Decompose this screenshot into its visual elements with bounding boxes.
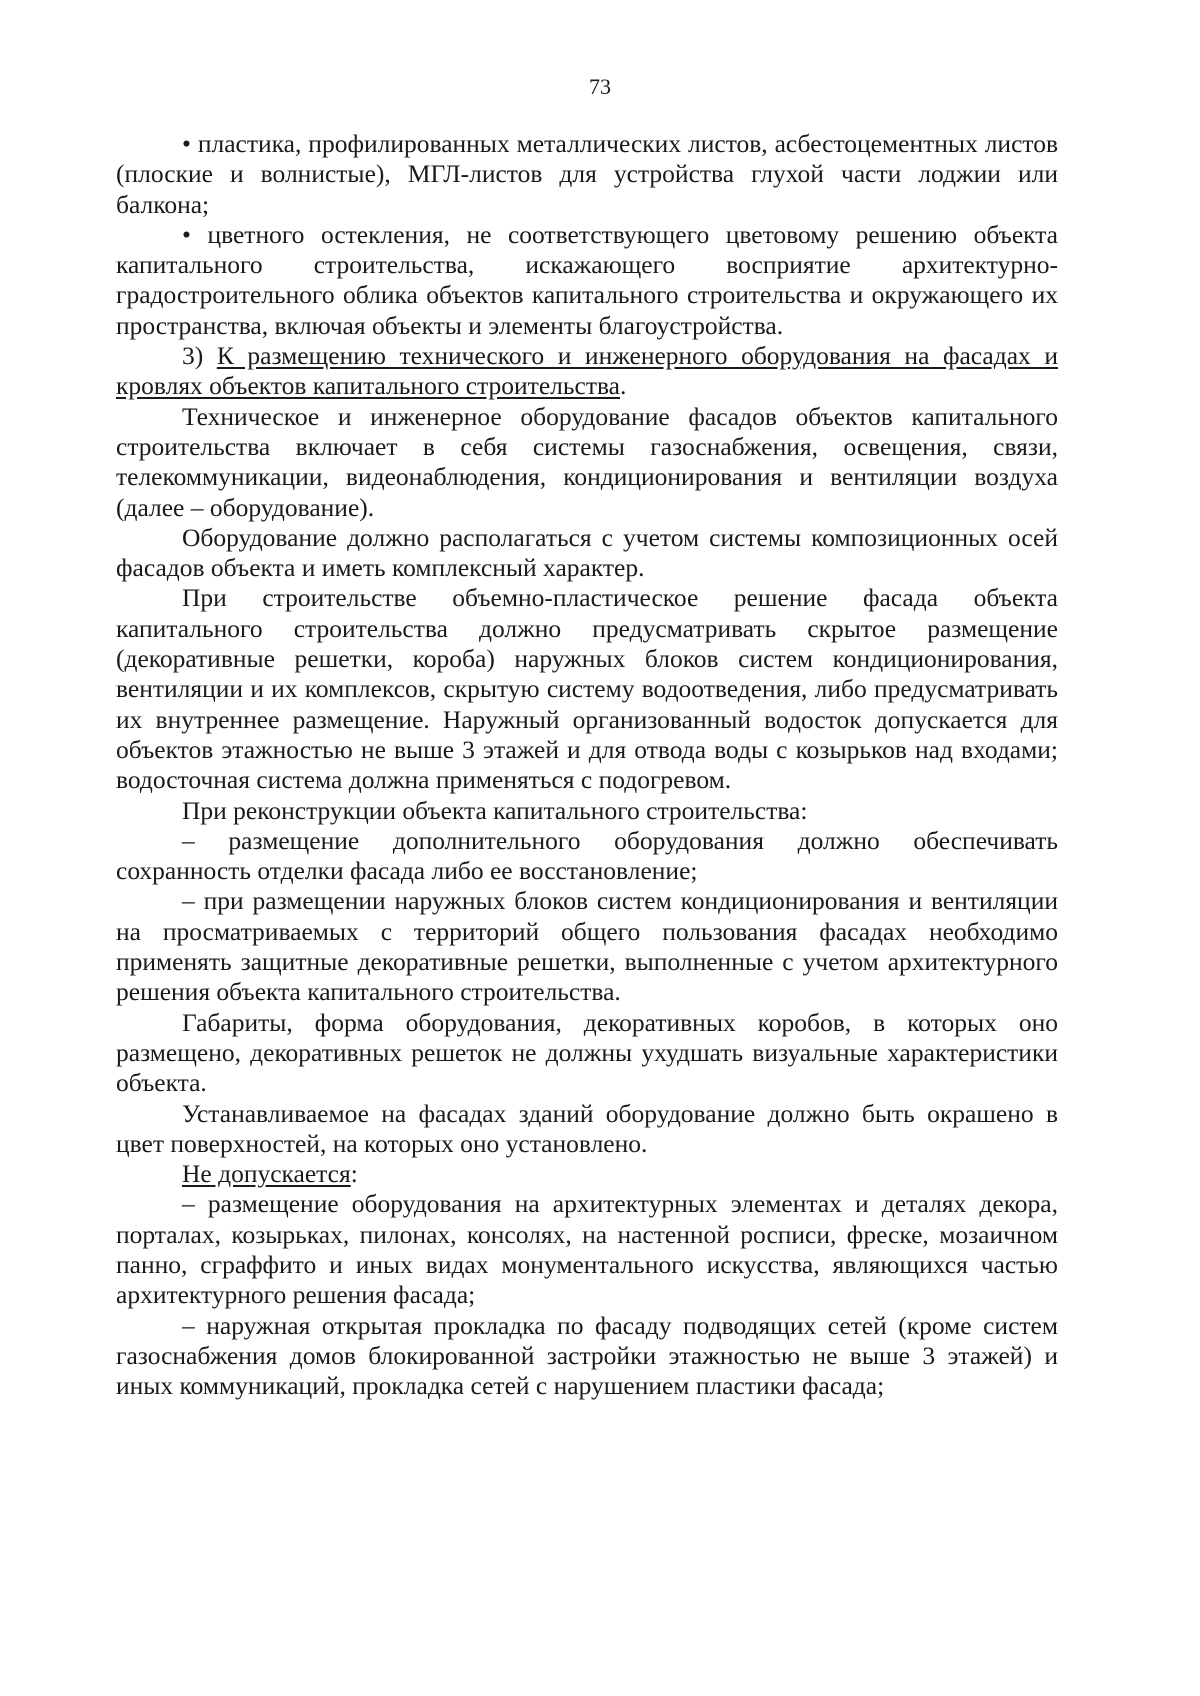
not-allowed-heading (116, 1159, 1058, 1189)
not-allowed-colon: : (350, 1159, 358, 1189)
list-item-architectural-elements: – размещение оборудования на архитектурных элементах и деталях декора, порталах, козырьках, пилонах, консолях, на настенной росписи, фреске, мозаичном панно, сграффито и иных видах монументального искусства, являющихся частью архитектурного решения фасада; (116, 1189, 1058, 1310)
list-item-open-networks: – наружная открытая прокладка по фасаду подводящих сетей (кроме систем газоснабжения домов блокированной застройки этажностью не выше 3 этажей) и иных коммуникаций, прокладка сетей с нарушением пластики фасада; (116, 1310, 1058, 1401)
section-3-heading (116, 341, 1058, 402)
paragraph-reconstruction: При реконструкции объекта капитального строительства: (182, 795, 808, 825)
paragraph-equipment-placement: Оборудование должно располагаться с учетом системы композиционных осей фасадов объекта и иметь комплексный характер. (116, 522, 1058, 583)
list-item-additional-equipment: – размещение дополнительного оборудования должно обеспечивать сохранность отделки фасада либо ее восстановление; (116, 825, 1058, 886)
paragraph-dimensions: Габариты, форма оборудования, декоративных коробов, в которых оно размещено, декоративных решеток не должны ухудшать визуальные характеристики объекта. (116, 1007, 1058, 1098)
document-body (116, 129, 1058, 1401)
not-allowed-label: Не допускается (182, 1159, 351, 1189)
page-number: 73 (589, 74, 611, 99)
section-title: К размещению технического и инженерного оборудования на фасадах и кровлях объектов капитального строительства (116, 341, 1058, 401)
section-title-end: . (620, 371, 627, 401)
section-number: 3) (182, 341, 217, 371)
paragraph-plastic-sheets: • пластика, профилированных металлических листов, асбестоцементных листов (плоские и волнистые), МГЛ-листов для устройства глухой части лоджии или балкона; (116, 129, 1058, 219)
paragraph-equipment-definition: Техническое и инженерное оборудование фасадов объектов капитального строительства включает в себя системы газоснабжения, освещения, связи, телекоммуникации, видеонаблюдения, кондиционирования и вентиляции воздуха (далее – оборудование). (116, 401, 1058, 522)
paragraph-painting: Устанавливаемое на фасадах зданий оборудование должно быть окрашено в цвет поверхностей, на которых оно установлено. (116, 1098, 1058, 1158)
list-item-outdoor-units: – при размещении наружных блоков систем кондиционирования и вентиляции на просматриваемых с территорий общего пользования фасадах необходимо применять защитные декоративные решетки, выполненные с учетом архитектурного решения объекта капитального строительства. (116, 886, 1058, 1007)
paragraph-colored-glazing: • цветного остекления, не соответствующего цветовому решению объекта капитального строительства, искажающего восприятие архитектурно-градостроительного облика объектов капитального строительства и окружающего их пространства, включая объекты и элементы благоустройства. (116, 219, 1058, 340)
paragraph-construction: При строительстве объемно-пластическое решение фасада объекта капитального строительства должно предусматривать скрытое размещение (декоративные решетки, короба) наружных блоков систем кондиционирования, вентиляции и их комплексов, скрытую систему водоотведения, либо предусматривать их внутреннее размещение. Наружный организованный водосток допускается для объектов этажностью не выше 3 этажей и для отвода воды с козырьков над входами; водосточная система должна применяться с подогревом. (116, 583, 1058, 795)
